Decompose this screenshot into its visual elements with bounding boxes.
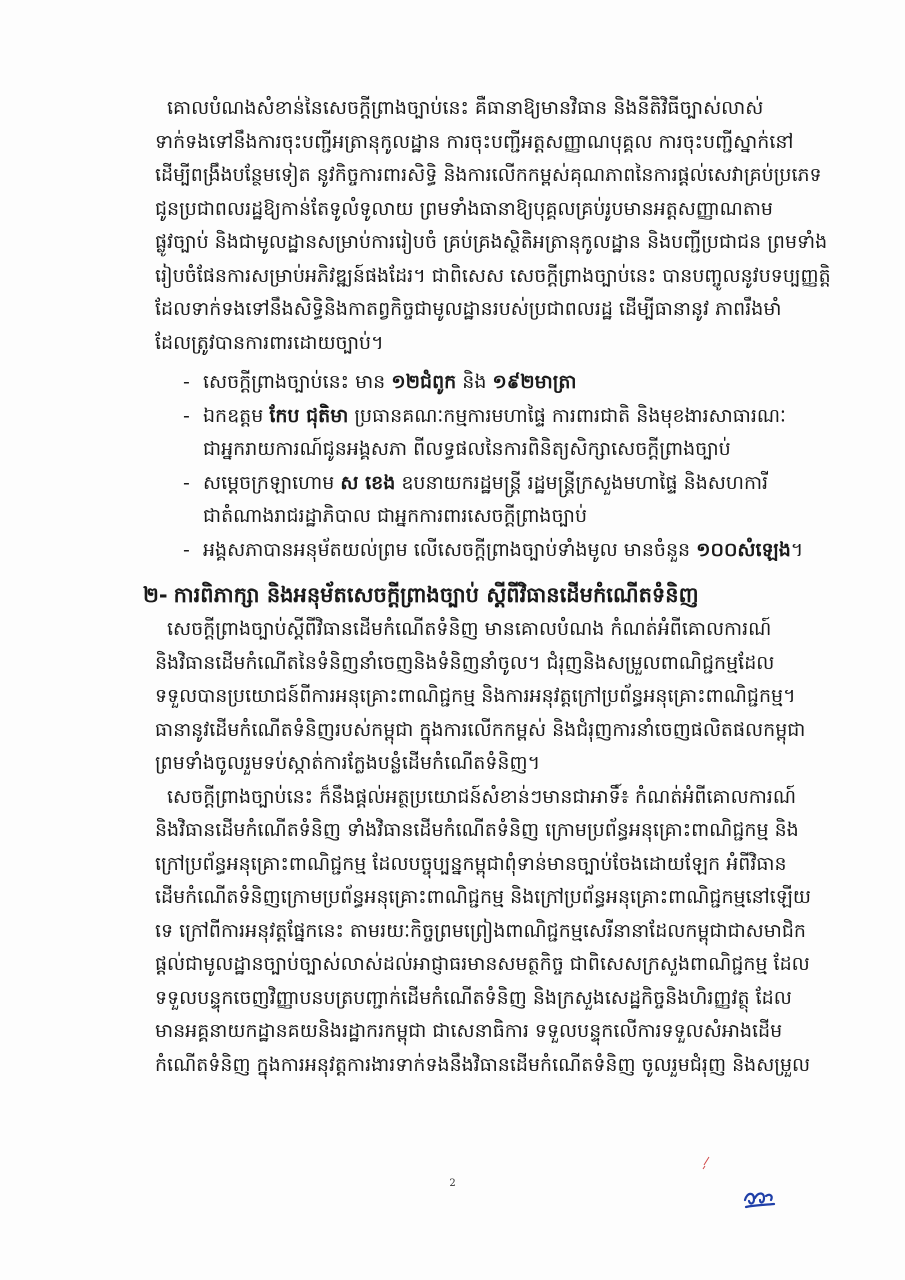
bullet-text: ឧបនាយករដ្ឋមន្ត្រី រដ្ឋមន្ត្រីក្រសួងមហាផ្ទៃ និងសហការី: [395, 471, 769, 494]
bullet-text: សម្តេចក្រឡាហោម: [203, 471, 341, 494]
bullet-bold: ស ខេង: [340, 471, 396, 494]
text-line: ជូនប្រជាពលរដ្ឋឱ្យកាន់តែទូលំទូលាយ ព្រមទាំងធានាឱ្យបុគ្គលគ្រប់រូបមានអត្តសញ្ញាណតាម: [155, 197, 773, 220]
page-number: 2: [449, 1178, 456, 1189]
text-line: និងវិធានដើមកំណើតនៃទំនិញនាំចេញនិងទំនិញនាំចូល។ ជំរុញនិងសម្រួលពាណិជ្ជកម្មដែល: [155, 651, 775, 674]
bullet-dash: -: [183, 538, 190, 561]
bullet-subline: ជាអ្នករាយការណ៍ជូនអង្គសភា ពីលទ្ធផលនៃការពិនិត្យសិក្សាសេចក្តីព្រាងច្បាប់: [203, 438, 731, 460]
text-line: ទេ ក្រៅពីការអនុវត្តផ្នែកនេះ តាមរយៈកិច្ចព្រមព្រៀងពាណិជ្ជកម្មសេរីនានាដែលកម្ពុជាជាសមាជិក: [155, 919, 806, 942]
bullet-dash: -: [183, 471, 190, 494]
bullet-text: ។: [790, 538, 804, 561]
text-line: មានអគ្គនាយកដ្ឋានគយនិងរដ្ឋាករកម្ពុជា ជាសេនាធិការ ទទួលបន្ទុកលើការទទួលសំអាងដើម: [155, 1020, 783, 1042]
text-line: និងវិធានដើមកំណើតទំនិញ ទាំងវិធានដើមកំណើតទំនិញ ក្រោមប្រព័ន្ធអនុគ្រោះពាណិជ្ជកម្ម និង: [155, 819, 799, 841]
bullet-subline: ជាតំណាងរាជរដ្ឋាភិបាល ជាអ្នកការពារសេចក្តីព្រាងច្បាប់: [203, 505, 587, 527]
bullet-text: អង្គសភាបានអនុម័តយល់ព្រម លើសេចក្តីព្រាងច្បាប់ទាំងមូល មានចំនួន: [203, 538, 697, 561]
bullet-item-vote: [183, 534, 855, 568]
text-line: កំណើតទំនិញ ក្នុងការអនុវត្តការងារទាក់ទងនឹងវិធានដើមកំណើតទំនិញ ចូលរួមជំរុញ និងសម្រួល: [155, 1053, 811, 1076]
text-line: ក្រៅប្រព័ន្ធអនុគ្រោះពាណិជ្ជកម្ម ដែលបច្ចុប្បន្នកម្ពុជាពុំទាន់មានច្បាប់ចែងដោយឡែក អំពីវិធាន: [155, 852, 787, 875]
document-body: [143, 92, 855, 1082]
bullet-bold: ១០០សំឡេង: [696, 538, 791, 561]
text-line: ទាក់ទងទៅនឹងការចុះបញ្ជីអត្រានុកូលដ្ឋាន ការចុះបញ្ជីអត្តសញ្ញាណបុគ្គល ការចុះបញ្ជីស្នាក់នៅ: [155, 130, 794, 153]
section-number: ២-: [143, 583, 168, 607]
bullet-text: ឯកឧត្តម: [203, 404, 270, 427]
bullet-bold: ១២ជំពូក: [391, 371, 457, 393]
handwritten-signature-icon: [742, 1186, 776, 1210]
paragraph-benefits: [155, 781, 855, 1083]
text-line: ដែលត្រូវបានការពារដោយច្បាប់។: [155, 331, 384, 354]
text-line: ព្រមទាំងចូលរួមទប់ស្កាត់ការក្លែងបន្លំដើមកំណើតទំនិញ។: [155, 752, 541, 774]
text-line: ធានានូវដើមកំណើតទំនិញរបស់កម្ពុជា ក្នុងការលើកកម្ពស់ និងជំរុញការនាំចេញផលិតផលកម្ពុជា: [155, 718, 806, 741]
bullet-text: សេចក្តីព្រាងច្បាប់នេះ មាន: [203, 371, 392, 393]
bullet-dash: -: [183, 404, 190, 427]
text-line: ដែលទាក់ទងទៅនឹងសិទ្ធិនិងកាតព្វកិច្ចជាមូលដ្ឋានរបស់ប្រជាពលរដ្ឋ ដើម្បីធានានូវ ភាពរឹងមាំ: [155, 298, 782, 320]
bullet-item-chapters: [183, 366, 855, 400]
paragraph-purpose: [155, 92, 855, 360]
text-line: ដើម្បីពង្រឹងបន្ថែមទៀត នូវកិច្ចការពារសិទ្ធិ និងការលើកកម្ពស់គុណភាពនៃការផ្តល់សេវាគ្រប់ប្រភេទ: [155, 164, 822, 186]
text-line: ទទួលបានប្រយោជន៍ពីការអនុគ្រោះពាណិជ្ជកម្ម និងការអនុវត្តក្រៅប្រព័ន្ធអនុគ្រោះពាណិជ្ជកម្ម។: [155, 685, 796, 707]
text-line: រៀបចំផែនការសម្រាប់អភិវឌ្ឍន៍ផងដែរ។ ជាពិសេស សេចក្តីព្រាងច្បាប់នេះ បានបញ្ចូលនូវបទប្បញ្ញត្តិ: [155, 264, 831, 287]
text-line: ទទួលបន្ទុកចេញវិញ្ញាបនបត្របញ្ជាក់ដើមកំណើតទំនិញ និងក្រសួងសេដ្ឋកិច្ចនិងហិរញ្ញវត្ថុ ដែល: [155, 986, 792, 1009]
text-line: ដើមកំណើតទំនិញក្រោមប្រព័ន្ធអនុគ្រោះពាណិជ្ជកម្ម និងក្រៅប្រព័ន្ធអនុគ្រោះពាណិជ្ជកម្មនៅឡើយ: [155, 886, 812, 908]
bullet-bold: កែប ជុតិមា: [269, 404, 349, 427]
text-line: សេចក្តីព្រាងច្បាប់ស្តីពីវិធានដើមកំណើតទំនិញ មានគោលបំណង កំណត់អំពីគោលការណ៍: [167, 618, 772, 640]
paragraph-rules-of-origin: [155, 613, 855, 781]
bullet-text: និង: [456, 371, 493, 393]
text-line: សេចក្តីព្រាងច្បាប់នេះ ក៏នឹងផ្តល់អត្ថប្រយោជន៍សំខាន់ៗមានជាអាទិ៍៖ កំណត់អំពីគោលការណ៍: [167, 785, 797, 808]
bullet-item-rapporteur: [183, 400, 855, 467]
section-title: ការពិភាក្សា និងអនុម័តសេចក្តីព្រាងច្បាប់ ស្តីពីវិធានដើមកំណើតទំនិញ: [173, 583, 699, 607]
text-line: ផ្លូវច្បាប់ និងជាមូលដ្ឋានសម្រាប់ការរៀបចំ គ្រប់គ្រងស្ថិតិអត្រានុកូលដ្ឋាន និងបញ្ជីប្រជាជន ព្រមទាំង: [155, 231, 828, 253]
bullet-bold: ១៩២មាត្រា: [492, 371, 577, 393]
bullet-dash: -: [183, 371, 190, 393]
text-line: គោលបំណងសំខាន់នៃសេចក្តីព្រាងច្បាប់នេះ គឺធានាឱ្យមានវិធាន និងនីតិវិធីច្បាស់លាស់: [167, 97, 764, 119]
bullet-list: [155, 366, 855, 567]
bullet-text: ប្រធានគណៈកម្មការមហាផ្ទៃ ការពារជាតិ និងមុខងារសាធារណៈ: [348, 404, 786, 427]
text-line: ផ្តល់ជាមូលដ្ឋានច្បាប់ច្បាស់លាស់ដល់អាជ្ញាធរមានសមត្ថកិច្ច ជាពិសេសក្រសួងពាណិជ្ជកម្ម ដែល: [155, 953, 810, 975]
section-heading: [143, 577, 855, 613]
pen-mark-icon: [701, 1156, 711, 1170]
bullet-item-government: [183, 467, 855, 534]
